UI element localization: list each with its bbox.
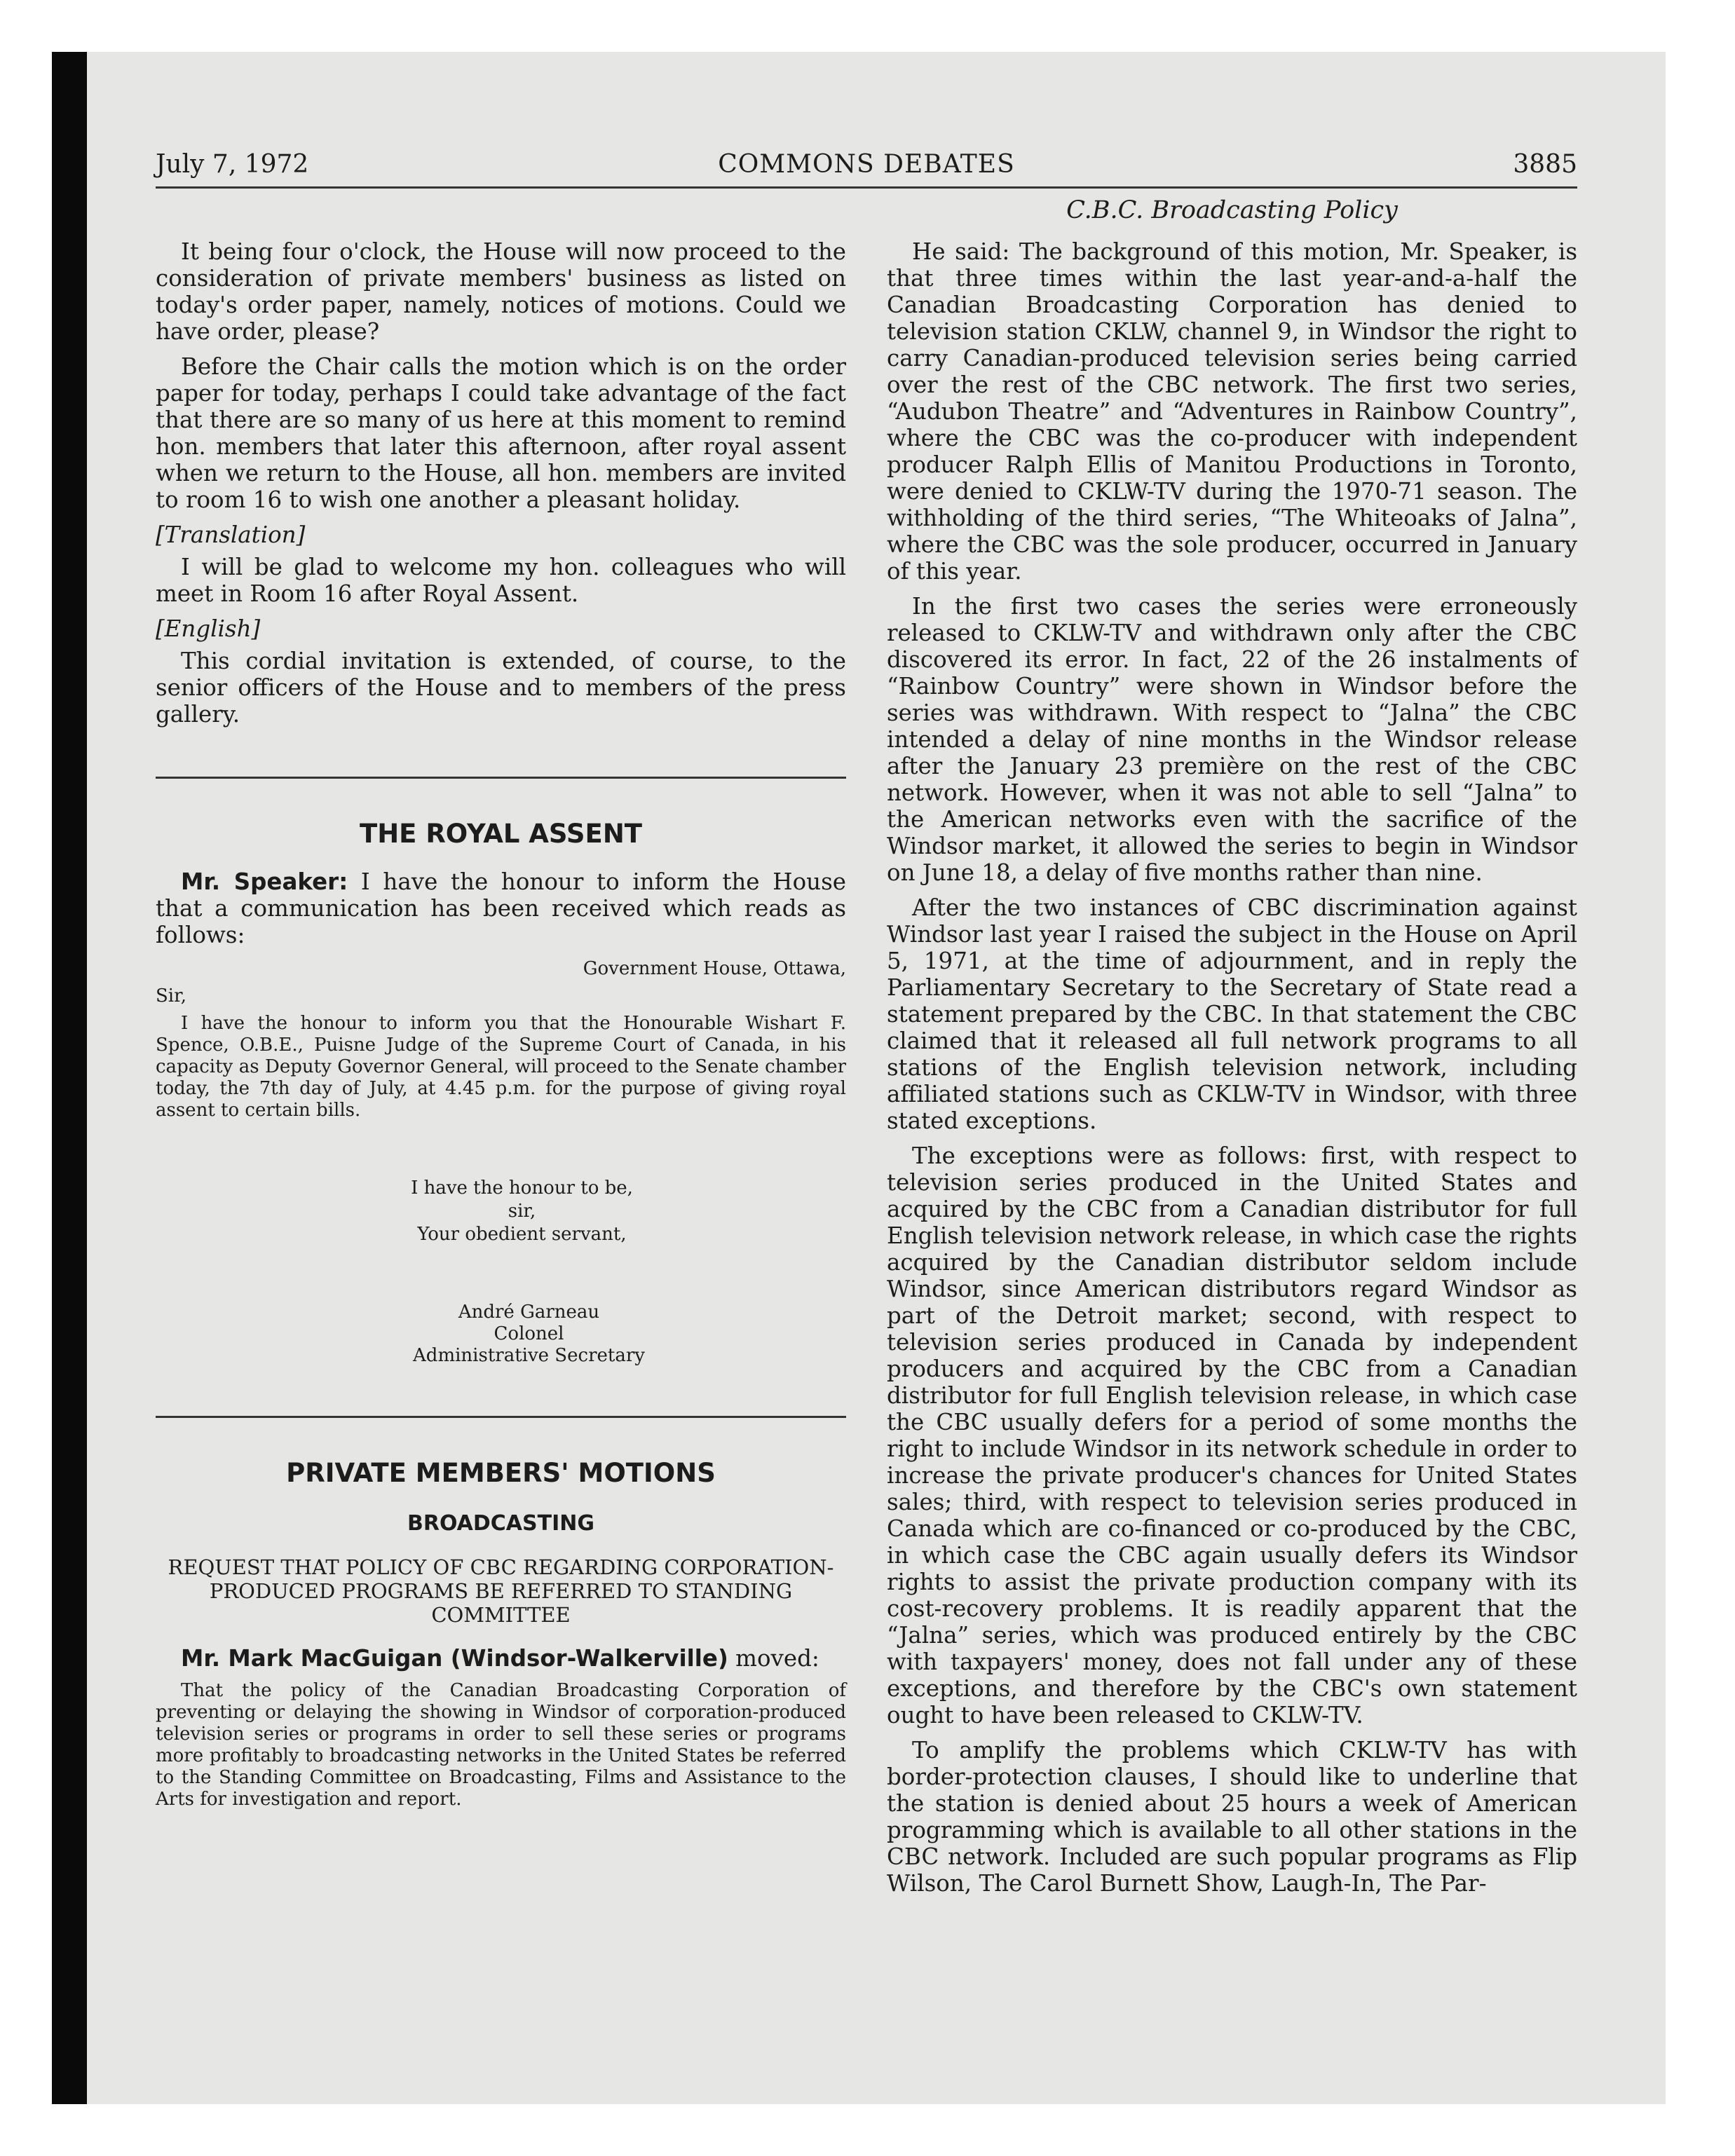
paragraph: To amplify the problems which CKLW-TV has with border-protection clauses, I should like to underline that the station is denied about 25 hours a week of American programming which is available to all other stations in the CBC network. Included are such popular programs as Flip Wilson, The Carol Burnett Show, Laugh-In, The Par- — [887, 1737, 1577, 1897]
closing-line: I have the honour to be, — [411, 1178, 633, 1199]
royal-assent-heading: THE ROYAL ASSENT — [359, 819, 643, 849]
right-column — [887, 238, 1577, 1905]
broadcasting-heading: BROADCASTING — [407, 1511, 594, 1536]
subject-heading: C.B.C. Broadcasting Policy — [1066, 196, 1398, 224]
letter-body: I have the honour to inform you that the Honourable Wishart F. Spence, O.B.E., Puisne Judge of the Supreme Court of Canada, in his capacity as Deputy Governor General, will proceed to the Senate chamber today, the 7th day of July, at 4.45 p.m. for the purpose of giving royal assent to certain bills. — [156, 1013, 846, 1121]
header-title: COMMONS DEBATES — [718, 150, 1015, 179]
signatory-rank: Colonel — [494, 1323, 564, 1344]
letter-salutation: Sir, — [156, 985, 186, 1007]
speaker-text: I have the honour to inform the House that a communication has been received which reads as follows: — [156, 868, 846, 948]
speaker-paragraph — [156, 868, 846, 948]
closing-line: Your obedient servant, — [417, 1224, 627, 1245]
paragraph: It being four o'clock, the House will now proceed to the consideration of private members' business as listed on today's order paper, namely, notices of motions. Could we have order, please? — [156, 238, 846, 345]
paragraph: After the two instances of CBC discrimination against Windsor last year I raised the subject in the House on April 5, 1971, at the time of adjournment, and in reply the Parliamentary Secretary to the Secretary of State read a statement prepared by the CBC. In that statement the CBC claimed that it released all full network programs to all stations of the English television network, including affiliated stations such as CKLW-TV in Windsor, with three stated exceptions. — [887, 894, 1577, 1134]
paragraph: He said: The background of this motion, Mr. Speaker, is that three times within the last year-and-a-half the Canadian Broadcasting Corporation has denied to television station CKLW, channel 9, in Windsor the right to carry Canadian-produced television series being carried over the rest of the CBC network. The first two series, “Audubon Theatre” and “Adventures in Rainbow Country”, where the CBC was the co-producer with independent producer Ralph Ellis of Manitou Productions in Toronto, were denied to CKLW-TV during the 1970-71 season. The withholding of the third series, “The Whiteoaks of Jalna”, where the CBC was the sole producer, occurred in January of this year. — [887, 238, 1577, 585]
page-number: 3885 — [1513, 150, 1577, 179]
signatory-name: André Garneau — [458, 1302, 600, 1323]
paragraph: Before the Chair calls the motion which is on the order paper for today, perhaps I could take advantage of the fact that there are so many of us here at this moment to remind hon. members that later this afternoon, after royal assent when we return to the House, all hon. members are invited to room 16 to wish one another a pleasant holiday. — [156, 353, 846, 513]
english-label: [English] — [156, 615, 261, 642]
signatory-title: Administrative Secretary — [413, 1345, 645, 1366]
mover-paragraph — [156, 1645, 846, 1672]
paragraph: I will be glad to welcome my hon. colleagues who will meet in Room 16 after Royal Assent. — [156, 554, 846, 607]
motion-text: That the policy of the Canadian Broadcasting Corporation of preventing or delaying the showing in Windsor of corporation-produced television series or programs in order to sell these series or programs more profitably to broadcasting networks in the United States be referred to the Standing Committee on Broadcasting, Films and Assistance to the Arts for investigation and report. — [156, 1680, 846, 1810]
paragraph: This cordial invitation is extended, of course, to the senior officers of the House and to members of the press gallery. — [156, 648, 846, 728]
letter-address: Government House, Ottawa, — [583, 958, 846, 979]
letter-closing — [198, 1178, 846, 1246]
speaker-name: Mr. Speaker: — [181, 868, 348, 895]
translation-label: [Translation] — [156, 521, 306, 548]
mover-name: Mr. Mark MacGuigan (Windsor-Walkerville) — [181, 1645, 728, 1672]
paragraph: The exceptions were as follows: first, with respect to television series produced in the United States and acquired by the CBC from a Canadian distributor for full English television network release, in which case the rights acquired by the Canadian distributor seldom include Windsor, since American distributors regard Windsor as part of the Detroit market; second, with respect to television series produced in Canada by independent producers and acquired by the CBC from a Canadian distributor for full English television release, in which case the CBC usually defers for a period of some months the right to include Windsor in its network schedule in order to increase the private producer's chances for United States sales; third, with respect to television series produced in Canada which are co-financed or co-produced by the CBC, in which case the CBC again usually defers its Windsor rights to assist the private production company with its cost-recovery problems. It is readily apparent that the “Jalna” series, which was produced entirely by the CBC with taxpayers' money, does not fall under any of these exceptions, and therefore by the CBC's own statement ought to have been released to CKLW-TV. — [887, 1142, 1577, 1728]
royal-assent-letter — [156, 958, 846, 1367]
letter-signature — [212, 1302, 846, 1367]
mover-verb: moved: — [728, 1645, 819, 1672]
paragraph: In the first two cases the series were erroneously released to CKLW-TV and withdrawn only after the CBC discovered its error. In fact, 22 of the 26 instalments of “Rainbow Country” were shown in Windsor before the series was withdrawn. With respect to “Jalna” the CBC intended a delay of nine months in the Windsor release after the January 23 première on the rest of the CBC network. However, when it was not able to sell “Jalna” to the American networks even with the sacrifice of the Windsor market, it allowed the series to begin in Windsor on June 18, a delay of five months rather than nine. — [887, 593, 1577, 886]
closing-line: sir, — [508, 1201, 536, 1222]
header-date: July 7, 1972 — [156, 150, 309, 179]
binding-shadow — [52, 52, 87, 2104]
left-column — [156, 238, 846, 1819]
running-header — [156, 147, 1577, 189]
section-divider — [156, 1416, 846, 1418]
section-divider — [156, 777, 846, 779]
request-title: REQUEST THAT POLICY OF CBC REGARDING CORPORATION-PRODUCED PROGRAMS BE REFERRED TO STANDING COMMITTEE — [168, 1555, 834, 1627]
private-members-motions-heading: PRIVATE MEMBERS' MOTIONS — [286, 1458, 716, 1488]
